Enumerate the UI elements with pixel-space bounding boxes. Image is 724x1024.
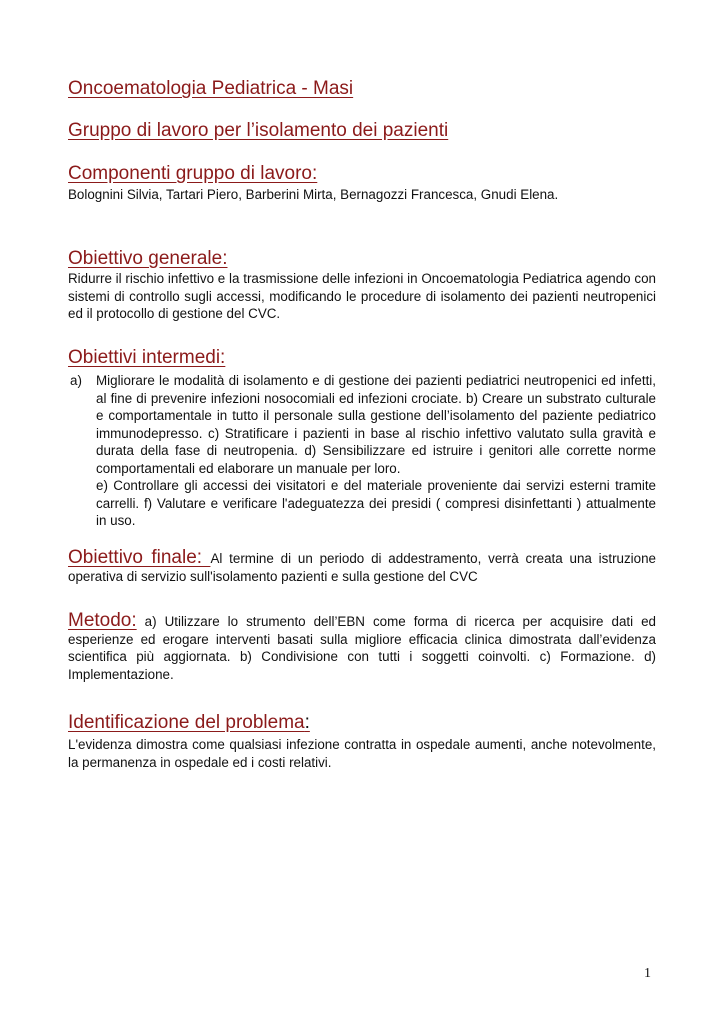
- general-goal-text: Ridurre il rischio infettivo e la trasmissione delle infezioni in Oncoematologia Pediatrica agendo con sistemi di controllo sugli accessi, modificando le procedure di isolamento dei pazienti neutropenici ed il protocollo di gestione del CVC.: [68, 271, 656, 321]
- intermediate-goals-list: [70, 372, 656, 530]
- problem-heading-colon: :: [304, 712, 310, 733]
- final-goal-heading: Obiettivo finale:: [68, 547, 211, 568]
- page-number: 1: [644, 966, 651, 981]
- intermediate-goals-para-2: e) Controllare gli accessi dei visitatori e del materiale proveniente dai servizi esterni tramite carrelli. f) Valutare e verificare l'adeguatezza dei presidi ( compresi disinfettanti ) attualmente in uso.: [96, 478, 656, 528]
- problem-text: L'evidenza dimostra come qualsiasi infezione contratta in ospedale aumenti, anche notevolmente, la permanenza in ospedale ed i costi relativi.: [68, 737, 656, 770]
- intermediate-goals-para-1: Migliorare le modalità di isolamento e di gestione dei pazienti pediatrici neutropenici ed infetti, al fine di prevenire infezioni nosocomiali ed infezioni crociate. b) Creare un substrato culturale e comportamentale in tutto il personale sulla gestione dell’isolamento del paziente pediatrico immunodepresso. c) Stratificare i pazienti in base al rischio infettivo valutato sulla gravità e durata della fase di neutropenia. d) Sensibilizzare ed istruire i genitori alle corrette norme comportamentali ed elaborare un manuale per loro.: [96, 373, 656, 476]
- intermediate-goals-heading: Obiettivi intermedi:: [68, 347, 226, 368]
- method-text: a) Utilizzare lo strumento dell’EBN come forma di ricerca per acquisire dati ed esperienze ed erogare interventi basati sulla migliore efficacia clinica dimostrata dall’evidenza scientifica più aggiornata. b) Condivisione con tutti i soggetti coinvolti. c) Formazione. d) Implementazione.: [68, 614, 656, 682]
- group-heading: Gruppo di lavoro per l’isolamento dei pazienti: [68, 120, 449, 141]
- final-goal-block: [68, 549, 656, 585]
- components-heading-colon: :: [312, 163, 318, 184]
- list-item: [96, 372, 656, 530]
- method-heading: Metodo:: [68, 610, 137, 631]
- method-block: [68, 612, 656, 683]
- document-title: Oncoematologia Pediatrica - Masi: [68, 78, 354, 99]
- list-marker: a): [70, 373, 82, 388]
- final-goal-text: Al termine di un periodo di addestramento, verrà creata una istruzione operativa di servizio sull'isolamento pazienti e sulla gestione del CVC: [68, 551, 656, 584]
- components-names: Bolognini Silvia, Tartari Piero, Barberini Mirta, Bernagozzi Francesca, Gnudi Elena.: [68, 187, 559, 202]
- components-heading: [68, 163, 317, 185]
- components-heading-text: Componenti gruppo di lavoro: [68, 163, 312, 184]
- general-goal-heading: Obiettivo generale:: [68, 248, 228, 269]
- problem-heading: [68, 712, 310, 734]
- problem-heading-text: Identificazione del problema: [68, 712, 305, 733]
